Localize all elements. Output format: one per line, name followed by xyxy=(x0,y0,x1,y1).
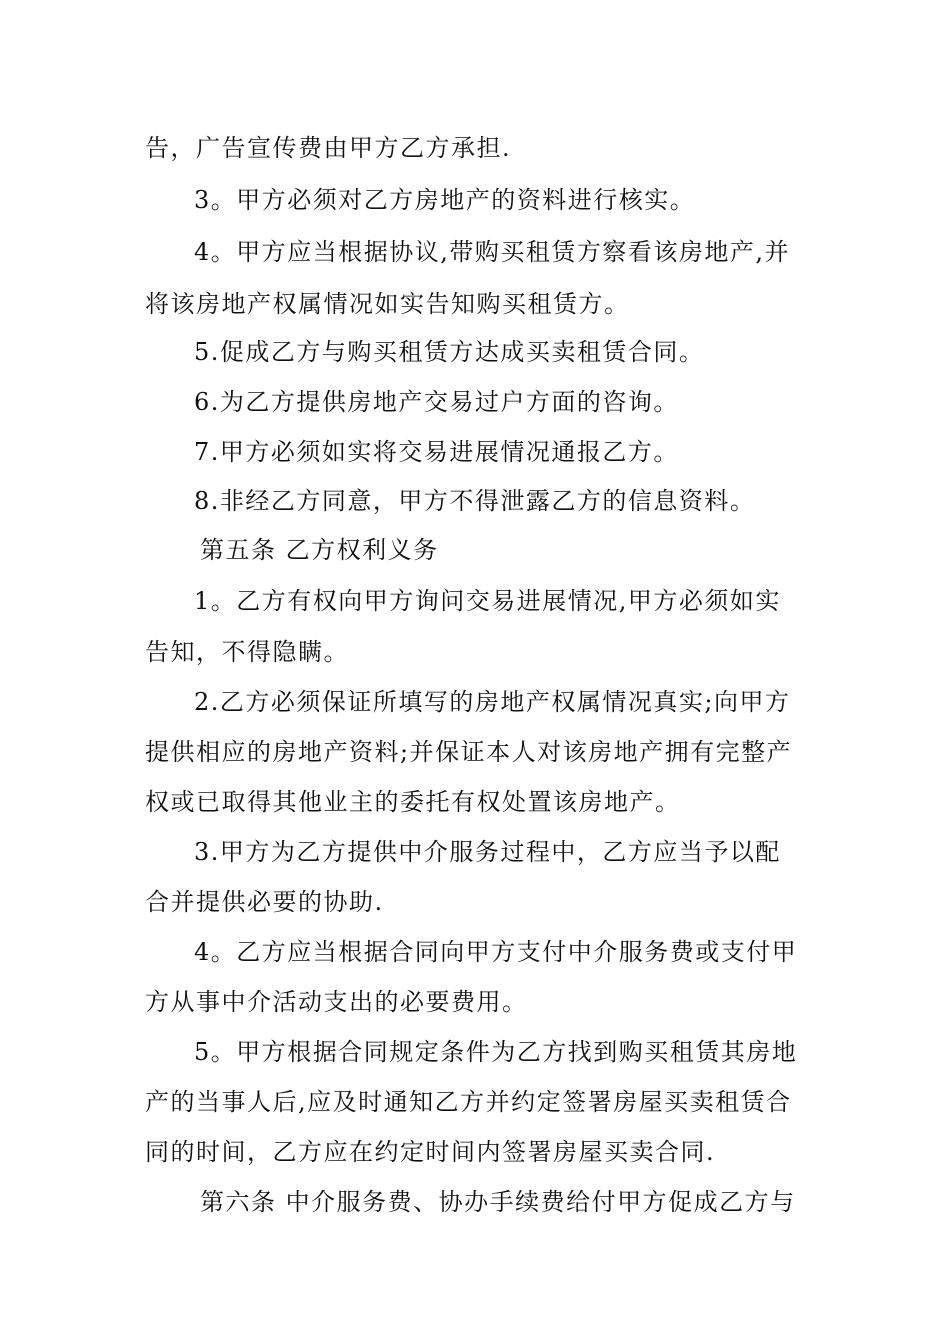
text-line: 3。甲方必须对乙方房地产的资料进行核实。 xyxy=(194,186,696,214)
text-line: 7.甲方必须如实将交易进展情况通报乙方。 xyxy=(194,438,679,466)
text-line: 合并提供必要的协助. xyxy=(145,888,384,916)
text-line: 6.为乙方提供房地产交易过户方面的咨询。 xyxy=(194,388,679,416)
text-line: 产的当事人后,应及时通知乙方并约定签署房屋买卖租赁合 xyxy=(145,1088,792,1116)
text-line: 8.非经乙方同意，甲方不得泄露乙方的信息资料。 xyxy=(194,487,756,515)
text-line: 方从事中介活动支出的必要费用。 xyxy=(145,988,528,1016)
text-line: 权或已取得其他业主的委托有权处置该房地产。 xyxy=(145,788,681,816)
text-line: 4。甲方应当根据协议,带购买租赁方察看该房地产,并 xyxy=(194,238,791,266)
text-line: 提供相应的房地产资料;并保证本人对该房地产拥有完整产 xyxy=(145,738,793,766)
text-line: 3.甲方为乙方提供中介服务过程中，乙方应当予以配 xyxy=(194,838,781,866)
text-line: 告，广告宣传费由甲方乙方承担. xyxy=(145,134,512,162)
text-line: 2.乙方必须保证所填写的房地产权属情况真实;向甲方 xyxy=(194,688,791,716)
text-line: 同的时间，乙方应在约定时间内签署房屋买卖合同. xyxy=(145,1138,716,1166)
section-heading: 第六条 中介服务费、协办手续费给付甲方促成乙方与 xyxy=(200,1188,796,1216)
text-line: 将该房地产权属情况如实告知购买租赁方。 xyxy=(145,290,630,318)
text-line: 告知，不得隐瞒。 xyxy=(145,638,349,666)
text-line: 5。甲方根据合同规定条件为乙方找到购买租赁其房地 xyxy=(194,1038,798,1066)
text-line: 4。乙方应当根据合同向甲方支付中介服务费或支付甲 xyxy=(194,938,798,966)
section-heading: 第五条 乙方权利义务 xyxy=(200,536,439,564)
text-line: 5.促成乙方与购买租赁方达成买卖租赁合同。 xyxy=(194,338,705,366)
text-line: 1。乙方有权向甲方询问交易进展情况,甲方必须如实 xyxy=(194,587,781,615)
